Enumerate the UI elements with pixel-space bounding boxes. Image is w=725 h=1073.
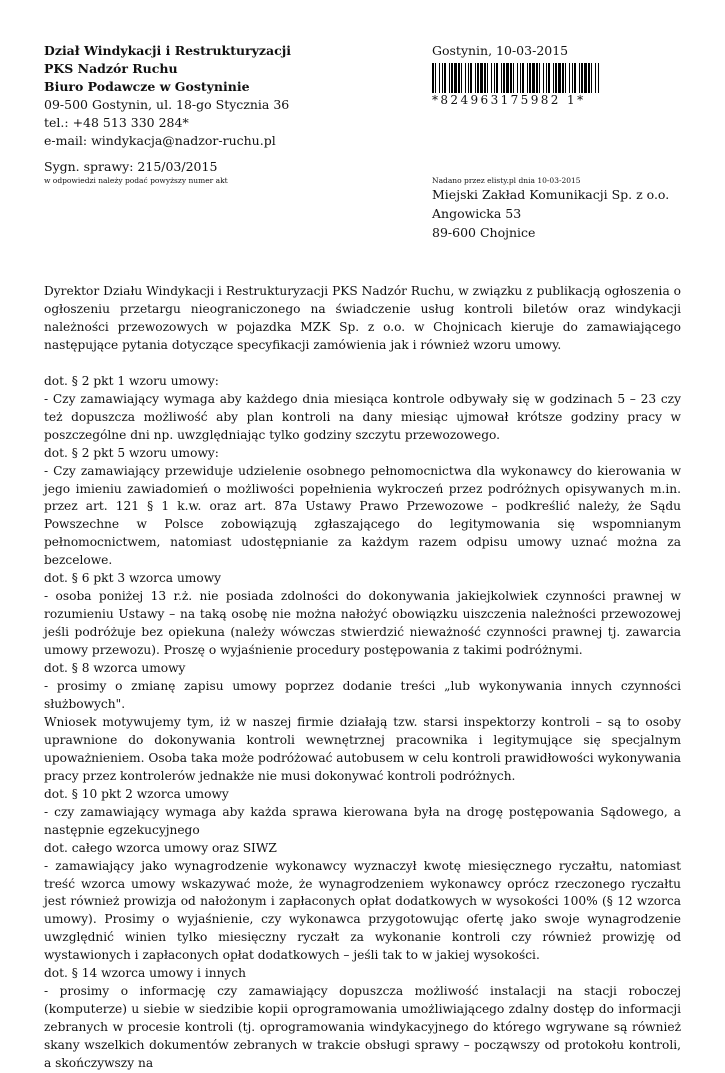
sender-company: PKS Nadzór Ruchu xyxy=(44,61,178,76)
barcode-bar xyxy=(451,63,453,93)
sender-email: e-mail: windykacja@nadzor-ruchu.pl xyxy=(44,133,276,148)
barcode-bar xyxy=(527,63,528,93)
barcode-bar xyxy=(475,63,476,93)
barcode-bar xyxy=(553,63,554,93)
barcode-bar xyxy=(435,63,436,93)
barcode-bar xyxy=(539,63,540,93)
body-paragraph: dot. § 10 pkt 2 wzorca umowy xyxy=(44,786,229,801)
barcode-bar xyxy=(468,63,469,93)
barcode-bar xyxy=(487,63,488,93)
barcode-bar xyxy=(555,63,557,93)
body-paragraph: dot. § 2 pkt 5 wzoru umowy: xyxy=(44,445,219,460)
barcode-bar xyxy=(546,63,547,93)
barcode-bar xyxy=(503,63,505,93)
body-paragraph: dot. § 2 pkt 1 wzoru umowy: xyxy=(44,373,219,388)
barcode-bar xyxy=(444,63,446,93)
body-paragraph: - zamawiający jako wynagrodzenie wykonawcy wyznaczył kwotę miesięcznego ryczałtu, natomiast treść wzorca umowy wskazywać może, że wynagrodzeniem wykonawcy oprócz rzeczonego ryczałtu jest również prowizja od nałożonym i zapłaconych opłat dodatkowych w wysokości 100% (§ 12 wzorca umowy). Prosimy o wyjaśnienie, czy wykonawca przygotowując ofertę jako swoje wynagrodzenie uwzględnić winien tylko miesięczny ryczałt za wykonanie kontroli czy również prowizję od wystawionych i zapłaconych opłat dodatkowych – jeśli tak to w jakiej wysokości. xyxy=(44,858,681,963)
barcode-bar xyxy=(591,63,592,93)
barcode-bar xyxy=(595,63,596,93)
body-paragraph: - Czy zamawiający przewiduje udzielenie osobnego pełnomocnictwa dla wykonawcy do kierowania w jego imieniu zawiadomień o możliwości popełnienia wykroczeń przez podróżnych opisywanych m.in. przez art. 121 § 1 k.w. oraz art. 87a Ustawy Prawo Przewozowe – podkreślić należy, że Sądu Powszechne w Polsce zobowiązują zgłaszającego do legitymowania się wspomnianym pełnomocnictwem, natomiast udostępnianie za każdym razem odpisu umowy uznać można za bezcelowe. xyxy=(44,463,681,568)
body-paragraph: dot. całego wzorca umowy oraz SIWZ xyxy=(44,840,277,855)
barcode-bar xyxy=(480,63,483,93)
barcode-bar xyxy=(496,63,498,93)
barcode-bar xyxy=(442,63,443,93)
barcode-bar xyxy=(439,63,440,93)
body-paragraph: Wniosek motywujemy tym, iż w naszej firmie działają tzw. starsi inspektorzy kontroli – są to osoby uprawnione do dokonywania kontroli wewnętrznej pracownika i legitymujące się specjalnym upoważnieniem. Osoba taka może podróżować autobusem w celu kontroli prawidłowości wykonywania pracy przez kontrolerów jednakże nie musi dokonywać kontroli podróżnych. xyxy=(44,714,681,783)
barcode-bar xyxy=(494,63,495,93)
barcode-bar xyxy=(517,63,518,93)
sender-office: Biuro Podawcze w Gostyninie xyxy=(44,79,250,94)
barcode-bar xyxy=(513,63,514,93)
sent-note: Nadano przez elisty.pl dnia 10-03-2015 xyxy=(432,176,581,185)
case-number: Sygn. sprawy: 215/03/2015 xyxy=(44,159,218,174)
barcode-bar xyxy=(506,63,509,93)
barcode-bar xyxy=(454,63,457,93)
barcode-bar xyxy=(579,63,580,93)
body-paragraph: - prosimy o informację czy zamawiający dopuszcza możliwość instalacji na stacji roboczej (komputerze) u siebie w siedzibie kopii oprogramowania umożliwiającego zdalny dostęp do informacji zebranych w procesie kontroli (tj. oprogramowania windykacyjnego do którego wgrywane są również skany wszelkich dokumentów zebranych w trakcie obsługi sprawy – począwszy od protokołu kontroli, a skończywszy na xyxy=(44,984,681,1071)
recipient-street: Angowicka 53 xyxy=(432,206,522,221)
body-paragraph: - czy zamawiający wymaga aby każda sprawa kierowana była na drogę postępowania Sądowego, a następnie egzekucyjnego xyxy=(44,804,681,837)
body-paragraph: dot. § 14 wzorca umowy i innych xyxy=(44,966,246,981)
body-paragraph: - osoba poniżej 13 r.ż. nie posiada zdolności do dokonywania jakiejkolwiek czynności prawnej w rozumieniu Ustawy – na taką osobę nie można nałożyć obowiązku uiszczenia należności przewozowej jeśli podróżuje bez opiekuna (należy wówczas stwierdzić nieważność czynności prawnej tj. zawarcia umowy przewozu). Proszę o wyjaśnienie procedury postępowania z takimi podróżnymi. xyxy=(44,589,681,658)
place-date: Gostynin, 10-03-2015 xyxy=(432,43,569,58)
body-paragraph: dot. § 8 wzorca umowy xyxy=(44,661,186,676)
barcode-bar xyxy=(522,63,524,93)
barcode-bar xyxy=(562,63,564,93)
barcode-bar xyxy=(461,63,462,93)
barcode xyxy=(432,63,602,93)
barcode-bar xyxy=(572,63,573,93)
barcode-bar xyxy=(584,63,587,93)
barcode-bar xyxy=(565,63,566,93)
body-paragraph: dot. § 6 pkt 3 wzorca umowy xyxy=(44,571,222,586)
barcode-bar xyxy=(520,63,521,93)
sender-phone: tel.: +48 513 330 284* xyxy=(44,115,189,130)
barcode-bar xyxy=(548,63,550,93)
letter-body xyxy=(44,283,681,1073)
barcode-bar xyxy=(458,63,460,93)
barcode-bar xyxy=(465,63,466,93)
barcode-bar xyxy=(491,63,492,93)
barcode-bar xyxy=(477,63,479,93)
barcode-bar xyxy=(574,63,576,93)
barcode-bar xyxy=(543,63,544,93)
sender-address: 09-500 Gostynin, ul. 18-go Stycznia 36 xyxy=(44,97,290,112)
case-number-note: w odpowiedzi należy podać powyższy numer akt xyxy=(44,176,228,185)
recipient-city: 89-600 Chojnice xyxy=(432,225,536,240)
barcode-bar xyxy=(501,63,502,93)
body-paragraph: - Czy zamawiający wymaga aby każdego dnia miesiąca kontrole odbywały się w godzinach 5 – 23 czy też dopuszcza możliwość aby plan kontroli na dany miesiąc ujmował krótsze godziny pracy w poszczególne dni np. uwzględniając tylko godziny szczytu przewozowego. xyxy=(44,391,681,442)
barcode-bar xyxy=(432,63,434,93)
recipient-block xyxy=(432,185,669,242)
sender-department: Dział Windykacji i Restrukturyzacji xyxy=(44,43,291,58)
intro-paragraph: Dyrektor Działu Windykacji i Restrukturyzacji PKS Nadzór Ruchu, w związku z publikacją ogłoszenia o ogłoszeniu przetargu nieograniczonego na świadczenie usług kontroli biletów oraz windykacji należności przewozowych w pojazdka MZK Sp. z o.o. w Chojnicach kieruje do zamawiającego następujące pytania dotyczące specyfikacji zamówienia jak i również wzoru umowy. xyxy=(44,284,681,352)
barcode-bar xyxy=(470,63,472,93)
barcode-bar xyxy=(588,63,590,93)
barcode-bar xyxy=(569,63,570,93)
recipient-name: Miejski Zakład Komunikacji Sp. z o.o. xyxy=(432,187,670,202)
barcode-number: *824963175982 1* xyxy=(432,93,586,107)
barcode-bar xyxy=(529,63,531,93)
sender-block xyxy=(44,42,374,150)
barcode-bar xyxy=(581,63,583,93)
barcode-bar xyxy=(598,63,599,93)
barcode-bar xyxy=(449,63,450,93)
barcode-bar xyxy=(510,63,512,93)
barcode-bar xyxy=(558,63,561,93)
barcode-bar xyxy=(484,63,486,93)
barcode-bar xyxy=(532,63,535,93)
body-paragraph: - prosimy o zmianę zapisu umowy poprzez dodanie treści „lub wykonywania innych czynności służbowych". xyxy=(44,679,681,711)
barcode-bar xyxy=(536,63,538,93)
